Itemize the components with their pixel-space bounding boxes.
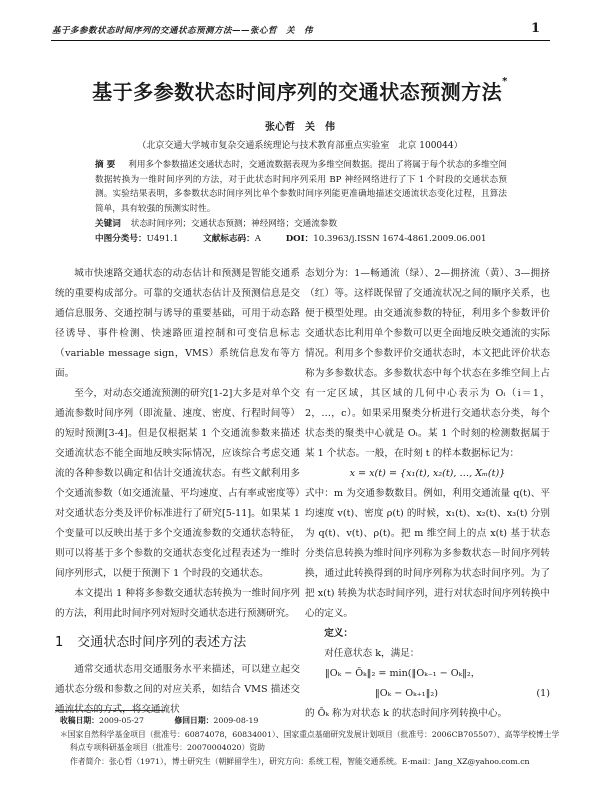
received-date: 收稿日期：2009-05-27 [60,716,144,725]
equation-1-line-2: ‖Oₖ − Oₖ₊₁‖₂) (1) [305,684,550,704]
revised-date: 修回日期：2009-08-19 [174,716,259,725]
affiliation: （北京交通大学城市复杂交通系统理论与技术教育部重点实验室 北京 100044） [137,141,463,151]
definition-label: 定义： [324,628,353,639]
clc-code: 中图分类号：U491.1 [95,234,179,244]
section-number: 1 [55,635,64,650]
section-heading-1 [55,632,300,654]
footnote-dates [60,714,560,728]
footnote-funding-cont: 科点专项科研基金项目（批准号：20070004020）资助 [70,743,265,752]
footnote-rule [55,710,165,711]
header-rule [51,40,550,41]
definition-intro: 对任意状态 k，满足： [324,648,420,659]
keywords-label: 关键词 [95,219,121,229]
right-column [305,264,550,724]
paper-title [0,76,600,105]
document-code: 文献标志码：A [203,234,261,244]
section-1-paragraph-1-cont: 态划分为：1—畅通流（绿）、2—拥挤流（黄）、3—拥挤（红）等。这样既保留了交通流状况之间的顺序关系，也便于模型处理。由交通流参数的特征，利用多个参数评价交通状态比利用单个参数可以更全面地反映交通流的实际情况。利用多个参数评价交通状态时，本文把此评价状态称为多参数状态。多参数状态中每个状态在多维空间上占有一定区域，其区域的几何中心表示为 Oᵢ（i＝1，2，…，c）。如果采用聚类分析进行交通状态分类，每个状态类的聚类中心就是 Oᵢ。某 1 个时刻的检测数据属于某 1 个状态。一般，在时刻 t 的样本数据标记为： [305,268,550,459]
title-footnote-marker: * [502,76,508,87]
intro-paragraph-2: 至今，对动态交通流预测的研究[1-2]大多是对单个交通流参数时间序列（即流量、速度、密度、行程时间等）的短时预测[3-4]。但是仅根据某 1 个交通流参数来描述交通流状态不能全面地反映实际情况，应该综合考虑交通流的各种参数以确定和估计交通流状态。有些文献利用多个交通流参数（如交通流量、平均速度、占有率或密度等）对交通状态分类及评价标准进行了研究[5-11]。如果某 1 个变量可以反映出基于多个交通流参数的交通状态特征，则可以将基于多个参数的交通状态变化过程表述为一维时间序列形式，以便于预测下 1 个时段的交通状态。 [55,388,300,579]
intro-paragraph-1: 城市快速路交通状态的动态估计和预测是智能交通系统的重要构成部分。可靠的交通状态估计及预测信息是交通信息服务、交通控制与诱导的重要基础，可用于动态路径诱导、事件检测、快速路匝道控制和可变信息标志（variable message sign，VMS）系统信息发布等方面。 [55,268,300,379]
abstract-text: 利用多个参数描述交通状态时，交通流数据表现为多维空间数据。提出了将属于每个状态的多维空间数据转换为一维时间序列的方法，对于此状态时间序列采用 BP 神经网络进行了下 1 个时段的交通状态预测。实验结果表明，多参数状态时间序列比单个参数时间序列能更准确地描述交通流状态变化过程，且算法简单，具有较强的预测实时性。 [95,160,507,214]
authors: 张心哲 关 伟 [265,122,335,133]
abstract [95,158,507,216]
left-column [55,264,300,720]
page-number: 1 [530,21,540,36]
abstract-label: 摘要 [95,160,119,170]
doi: DOI：10.3963/j.ISSN 1674-4861.2009.06.001 [285,234,487,244]
footnotes [60,714,560,768]
section-1-paragraph-1: 通常交通状态用交通服务水平来描述，可以建立起交通状态分级和参数之间的对应关系，如结合 VMS 描述交通流状态的方式，将交通流状 [55,664,300,715]
equation-number: (1) [536,688,550,699]
section-1-paragraph-2: 式中：m 为交通参数数目。例如，利用交通流量 q(t)、平均速度 v(t)、密度 ρ(t) 的时候，x₁(t)、x₂(t)、x₃(t) 分别为 q(t)、v(t)、ρ(t)。把 m 维空间上的点 x(t) 基于状态分类信息转换为维时间序列称为多参数状态－时间序列转换，通过此转换得到的时间序列称为状态时间序列。为了把 x(t) 转换为状态时间序列，进行对状态时间序列转换中心的定义。 [305,488,550,619]
equation-sample-vector: x = x(t) = {x₁(t), x₂(t), …, Xₘ(t)} [349,468,506,479]
footnote-funding: ＊国家自然科学基金项目（批准号：60874078，60834001）、国家重点基础研究发展计划项目（批准号：2006CB705507）、高等学校博士学 [60,729,560,739]
classification-line [95,232,535,247]
equation-1-line-1: ‖Oₖ − Ōₖ‖₂ = min(‖Oₖ₋₁ − Oₖ‖₂， [325,668,481,679]
definition-conclusion: 的 Ōₖ 称为对状态 k 的状态时间序列转换中心。 [305,708,508,719]
intro-paragraph-3: 本文提出 1 种将多参数交通状态转换为一维时间序列的方法，利用此时间序列对短时交通状态进行预测研究。 [55,588,300,619]
keywords-text: 状态时间序列；交通状态预测；神经网络；交通流参数 [130,219,338,229]
keywords [95,217,507,232]
running-head: 基于多参数状态时间序列的交通状态预测方法——张心哲 关 伟 [52,26,314,36]
section-title: 交通状态时间序列的表述方法 [77,635,247,650]
title-text: 基于多参数状态时间序列的交通状态预测方法 [92,80,503,104]
footnote-author-bio: 作者简介：张心哲（1971），博士研究生（朝鲜留学生），研究方向：系统工程，智能交通系统。E-mail：Jang_XZ@yahoo.com.cn [70,756,530,766]
